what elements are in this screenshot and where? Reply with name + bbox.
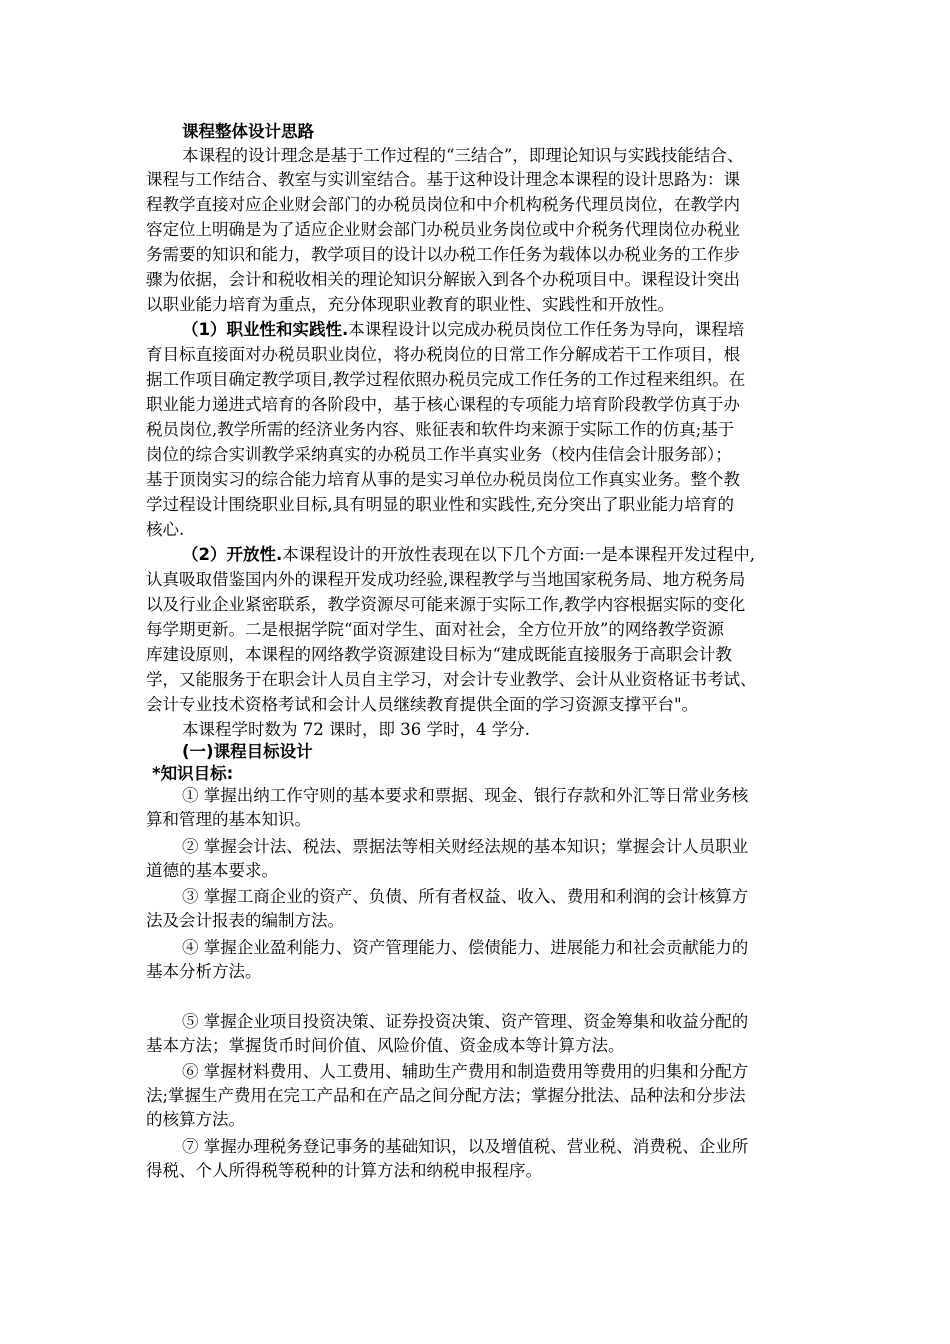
text-line: 库建设原则，本课程的网络教学资源建设目标为“建成既能直接服务于高职会计教 (146, 645, 732, 664)
subsection-heading: (一)课程目标设计 (182, 742, 313, 761)
point-1-lead: （1）职业性和实践性. (182, 320, 349, 339)
goal-line: 基本方法；掌握货币时间价值、风险价值、资金成本等计算方法。 (146, 1036, 625, 1055)
hours-line: 本课程学时数为 72 课时，即 36 学时，4 学分. (182, 720, 530, 739)
text-line: 以及行业企业紧密联系，教学资源尽可能来源于实际工作,教学内容根据实际的变化 (146, 595, 746, 614)
goal-line: 基本分析方法。 (146, 962, 262, 981)
text-line: 会计专业技术资格考试和会计人员继续教育提供全面的学习资源支撑平台"。 (146, 695, 699, 714)
point-2-text: 本课程设计的开放性表现在以下几个方面:一是本课程开发过程中, (282, 545, 756, 564)
text-line: 每学期更新。二是根据学院“面对学生、面对社会，全方位开放”的网络教学资源 (146, 620, 724, 639)
goal-line: 法及会计报表的编制方法。 (146, 911, 344, 930)
text-line: 税员岗位,教学所需的经济业务内容、账征表和软件均来源于实际工作的仿真;基于 (146, 420, 735, 439)
goal-line: ③ 掌握工商企业的资产、负债、所有者权益、收入、费用和利润的会计核算方 (182, 887, 749, 906)
text-line: 基于顶岗实习的综合能力培育从事的是实习单位办税员岗位工作真实业务。整个教 (146, 470, 740, 489)
point-1-text: 本课程设计以完成办税员岗位工作任务为导向，课程培 (348, 320, 745, 339)
text-line: 课程与工作结合、教室与实训室结合。基于这种设计理念本课程的设计思路为：课 (146, 170, 740, 189)
goal-line: ① 掌握出纳工作守则的基本要求和票据、现金、银行存款和外汇等日常业务核 (182, 786, 749, 805)
text-line: 认真吸取借鉴国内外的课程开发成功经验,课程教学与当地国家税务局、地方税务局 (146, 570, 746, 589)
goal-line: ② 掌握会计法、税法、票据法等相关财经法规的基本知识；掌握会计人员职业 (182, 837, 749, 856)
text-line: 程教学直接对应企业财会部门的办税员岗位和中介机构税务代理员岗位，在教学内 (146, 195, 740, 214)
text-line (182, 544, 755, 566)
text-line: 务需要的知识和能力，教学项目的设计以办税工作任务为载体以办税业务的工作步 (146, 245, 740, 264)
text-line: 骤为依据，会计和税收相关的理论知识分解嵌入到各个办税项目中。课程设计突出 (146, 270, 740, 289)
text-line: 岗位的综合实训教学采纳真实的办税员工作半真实业务（校内佳信会计服务部）； (146, 445, 732, 464)
goal-line: 得税、个人所得税等税种的计算方法和纳税申报程序。 (146, 1161, 542, 1180)
goal-line: 道德的基本要求。 (146, 861, 278, 880)
section-heading: 课程整体设计思路 (182, 122, 314, 141)
goal-line: 法;掌握生产费用在完工产品和在产品之间分配方法；掌握分批法、品种法和分步法 (146, 1086, 746, 1105)
text-line: 本课程的设计理念是基于工作过程的“三结合”，即理论知识与实践技能结合、 (182, 146, 744, 165)
text-line: 核心. (146, 520, 185, 539)
text-line: 以职业能力培育为重点，充分体现职业教育的职业性、实践性和开放性。 (146, 295, 674, 314)
text-line: 学过程设计围绕职业目标,具有明显的职业性和实践性,充分突出了职业能力培育的 (146, 495, 734, 514)
point-2-lead: （2）开放性. (182, 545, 283, 564)
goal-line: ⑦ 掌握办理税务登记事务的基础知识，以及增值税、营业税、消费税、企业所 (182, 1137, 749, 1156)
goal-line: ④ 掌握企业盈利能力、资产管理能力、偿债能力、进展能力和社会贡献能力的 (182, 938, 749, 957)
text-line (182, 319, 744, 341)
knowledge-heading: *知识目标: (152, 764, 234, 783)
goal-line: 的核算方法。 (146, 1110, 245, 1129)
goal-line: ⑤ 掌握企业项目投资决策、证券投资决策、资产管理、资金筹集和收益分配的 (182, 1012, 749, 1031)
text-line: 容定位上明确是为了适应企业财会部门办税员业务岗位或中介税务代理岗位办税业 (146, 220, 740, 239)
text-line: 职业能力递进式培育的各阶段中，基于核心课程的专项能力培育阶段教学仿真于办 (146, 395, 740, 414)
goal-line: ⑥ 掌握材料费用、人工费用、辅助生产费用和制造费用等费用的归集和分配方 (182, 1062, 749, 1081)
text-line: 育目标直接面对办税员职业岗位，将办税岗位的日常工作分解成若干工作项目，根 (146, 345, 740, 364)
text-line: 学，又能服务于在职会计人员自主学习，对会计专业教学、会计从业资格证书考试、 (146, 670, 757, 689)
goal-line: 算和管理的基本知识。 (146, 810, 311, 829)
text-line: 据工作项目确定教学项目,教学过程依照办税员完成工作任务的工作过程来组织。在 (146, 370, 746, 389)
